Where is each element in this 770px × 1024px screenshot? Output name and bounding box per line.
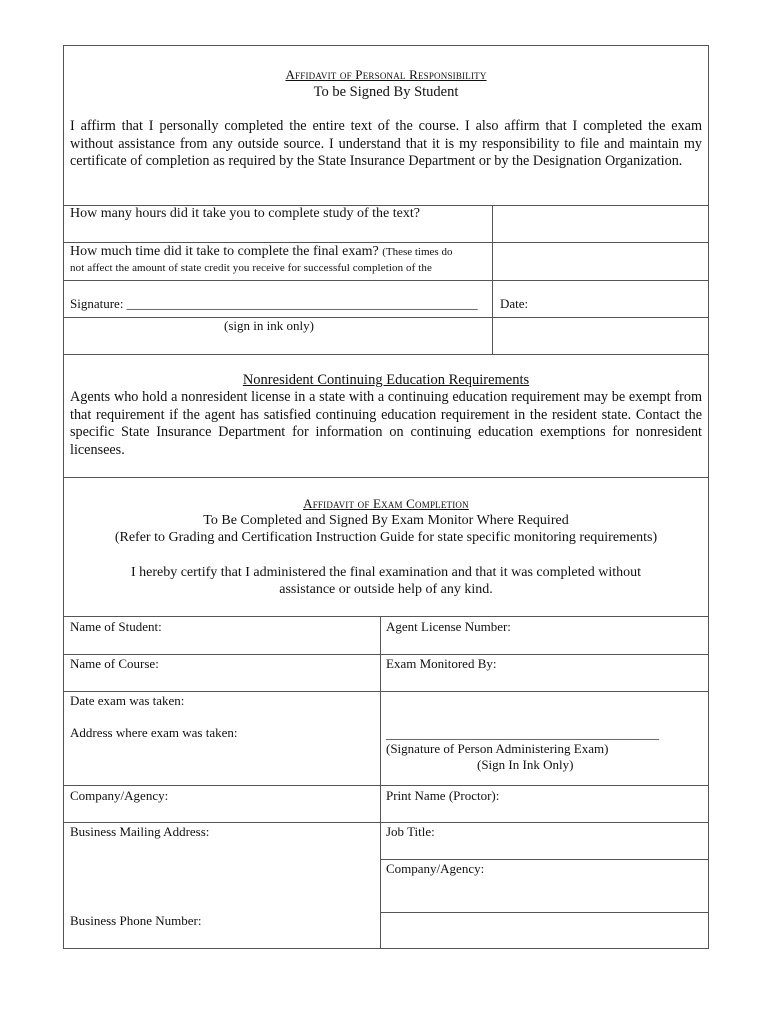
hours-answer-field[interactable] bbox=[498, 206, 702, 242]
divider bbox=[64, 691, 708, 692]
company-agency-field[interactable]: Company/Agency: bbox=[70, 788, 169, 803]
affidavit-form bbox=[63, 45, 709, 949]
date-field[interactable]: Date: bbox=[500, 296, 529, 311]
business-mailing-address-field[interactable]: Business Mailing Address: bbox=[70, 824, 210, 839]
business-phone-number-field[interactable]: Business Phone Number: bbox=[70, 913, 202, 928]
affidavit-exam-subtitle: To Be Completed and Signed By Exam Monitor Where Required bbox=[203, 513, 569, 528]
divider bbox=[380, 859, 708, 860]
signature-note: (sign in ink only) bbox=[224, 318, 314, 333]
affidavit-exam-title: Affidavit of Exam Completion bbox=[303, 496, 469, 511]
name-of-course-field[interactable]: Name of Course: bbox=[70, 656, 159, 671]
exam-time-note: not affect the amount of state credit you receive for successful completion of the bbox=[70, 262, 433, 274]
sign-in-ink-note: (Sign In Ink Only) bbox=[477, 757, 574, 772]
agent-license-number-field[interactable]: Agent License Number: bbox=[386, 619, 511, 634]
divider bbox=[492, 317, 708, 318]
divider bbox=[380, 912, 708, 913]
column-divider bbox=[380, 616, 381, 949]
hours-question: How many hours did it take you to complete study of the text? bbox=[70, 206, 420, 221]
divider bbox=[64, 354, 708, 355]
company-agency-proctor-field[interactable]: Company/Agency: bbox=[386, 861, 485, 876]
certify-line-1: I hereby certify that I administered the final examination and that it was completed without bbox=[130, 565, 642, 580]
divider bbox=[64, 280, 708, 281]
exam-time-question: How much time did it take to complete the final exam? (These times do bbox=[70, 244, 453, 259]
divider bbox=[64, 242, 708, 243]
divider bbox=[64, 616, 708, 617]
affidavit-responsibility-title: Affidavit of Personal Responsibility bbox=[285, 67, 487, 82]
administrator-signature-label: (Signature of Person Administering Exam) bbox=[386, 741, 609, 756]
administrator-signature-line[interactable]: __________________________________________ bbox=[386, 726, 659, 741]
date-exam-taken-field[interactable]: Date exam was taken: bbox=[70, 693, 185, 708]
certify-line-2: assistance or outside help of any kind. bbox=[279, 582, 493, 597]
affidavit-statement: I affirm that I personally completed the entire text of the course. I also affirm that I completed the exam without assistance from any outside source. I understand that it is my responsibility to file and maintain my certificate of completion as required by the State Insurance Department or by the Designation Organization. bbox=[70, 118, 702, 169]
divider bbox=[64, 317, 492, 318]
affidavit-responsibility-subtitle: To be Signed By Student bbox=[313, 84, 459, 100]
nonresident-body: Agents who hold a nonresident license in a state with a continuing education requirement may be exempt from that requirement if the agent has satisfied continuing education requirement in the resident state. Contact the specific State Insurance Department for information on continuing education exemptions for nonresident licensees. bbox=[70, 389, 702, 458]
divider bbox=[64, 477, 708, 478]
address-exam-taken-field[interactable]: Address where exam was taken: bbox=[70, 725, 238, 740]
nonresident-title: Nonresident Continuing Education Requirements bbox=[242, 372, 530, 388]
divider bbox=[64, 654, 708, 655]
divider bbox=[64, 785, 708, 786]
name-of-student-field[interactable]: Name of Student: bbox=[70, 619, 162, 634]
exam-monitored-by-field[interactable]: Exam Monitored By: bbox=[386, 656, 497, 671]
signature-field[interactable]: Signature: ______________________________________________________ bbox=[70, 296, 478, 311]
affidavit-exam-refer: (Refer to Grading and Certification Instruction Guide for state specific monitoring requirements) bbox=[114, 530, 658, 545]
exam-time-answer-field[interactable] bbox=[498, 244, 702, 280]
print-name-proctor-field[interactable]: Print Name (Proctor): bbox=[386, 788, 500, 803]
job-title-field[interactable]: Job Title: bbox=[386, 824, 435, 839]
divider bbox=[64, 822, 708, 823]
